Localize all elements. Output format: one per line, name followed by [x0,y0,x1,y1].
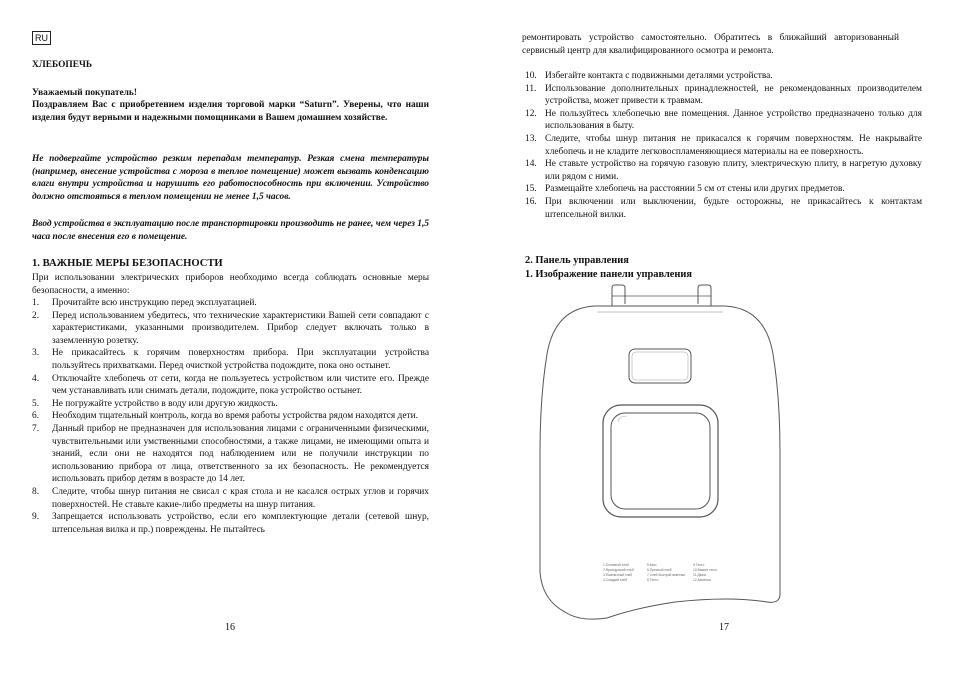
list-item-number: 16. [525,196,537,207]
list-item-number: 13. [525,133,537,144]
list-item-text: Прочитайте всю инструкцию перед эксплуатацией. [52,298,257,308]
display-window [629,349,691,383]
section-heading-control-panel: 2. Панель управления [525,255,629,266]
list-item-text: Избегайте контакта с подвижными деталями устройства. [545,71,773,81]
list-item [525,183,922,196]
legend-item: 5.Кекс [647,563,657,567]
congratulation-text: Поздравляем Вас с приобретением изделия торговой марки “Saturn”. Уверены, что наши изделия будут верными и надежными помощниками в Вашем домашнем хозяйстве. [32,100,429,123]
list-item [32,423,429,486]
list-item [32,398,429,411]
legend-item: 7.Хлеб быстрой выпечки [647,573,685,577]
control-panel-illustration [535,282,785,622]
list-item [525,108,922,133]
list-item [32,410,429,423]
program-legend [603,563,718,582]
list-item [525,70,922,83]
legend-item: 2.Французский хлеб [603,568,634,572]
page-right [477,0,954,675]
legend-item: 4.Сладкий хлеб [603,578,628,582]
list-item-text: Не прикасайтесь к горячим поверхностям прибора. При эксплуатации устройства пользуйтесь прихватками. Перед очисткой устройства подождите, пока оно остынет. [52,348,429,371]
list-item-number: 3. [32,348,40,359]
list-item-text: Следите, чтобы шнур питания не прикасался к горячим поверхностям. Не накрывайте хлебопечь и не кладите легковоспламеняющиеся материалы на ее поверхность. [545,133,922,157]
list-item-text: Данный прибор не предназначен для использования лицами с ограниченными физическими, чувствительными или умственными способностями, а также лицами, не имеющими опыта и знаний, если они не находятся под наблюдением или не получили инструкции по использованию прибора от лица, ответственного за их безопасность. Не рекомендуется использовать прибор детям в возрасте до 14 лет. [52,423,429,485]
safety-list [32,297,429,536]
list-item [32,310,429,348]
list-item-number: 5. [32,398,40,409]
list-item-text: Не ставьте устройство на горячую газовую плиту, электрическую плиту, в нагретую духовку или рядом с ними. [545,159,922,182]
list-item-text: Отключайте хлебопечь от сети, когда не пользуетесь устройством или чистите его. Прежде чем устанавливать или снимать детали, подождите, пока устройство остынет. [52,373,429,397]
list-item-text: Не пользуйтесь хлебопечью вне помещения. Данное устройство предназначено только для использования в быту. [545,108,922,132]
list-item-number: 9. [32,512,40,523]
page-number: 16 [225,622,235,633]
window-glare [618,416,627,422]
section-heading-safety: 1. ВАЖНЫЕ МЕРЫ БЕЗОПАСНОСТИ [32,258,223,269]
list-item-text: Необходим тщательный контроль, когда во время работы устройства рядом находятся дети. [52,411,418,422]
list-item-text: Размещайте хлебопечь на расстоянии 5 см от стены или других предметов. [545,184,845,195]
list-item [32,373,429,398]
legend-item: 9.Тесто [693,563,705,567]
display-window-inner [632,352,688,380]
transport-warning: Ввод устройства в эксплуатацию после транспортировки производить не ранее, чем через 1,5 часа после внесения его в помещение. [32,219,429,242]
list-item-text: Не погружайте устройство в воду или другую жидкость. [52,398,278,409]
subsection-heading-panel-image: 1. Изображение панели управления [525,269,693,280]
greeting: Уважаемый покупатель! [32,88,137,98]
list-item [32,511,429,536]
legend-item: 12.Выпечка [693,578,711,582]
list-item-number: 6. [32,411,40,422]
list-item-number: 7. [32,423,40,434]
list-item-text: Использование дополнительных принадлежностей, не рекомендованных производителем устройства, может привести к травмам. [545,83,922,107]
continuation-text: ремонтировать устройство самостоятельно. Обратитесь в ближайший авторизованный сервисный центр для квалифицированного осмотра и ремонта. [522,33,899,56]
legend-item: 10.Вязкое тесто [693,568,718,572]
safety-list-continued [525,70,922,221]
list-item-number: 2. [32,310,40,321]
legend-item: 1.Основной хлеб [603,563,630,567]
temperature-warning: Не подвергайте устройство резким перепадам температур. Резкая смена температуры (например, внесение устройства с мороза в теплое помещение) может вызвать конденсацию влаги внутри устройства и нарушить его работоспособность при включении. Устройство должно отстояться в теплом помещении не менее 1,5 часов. [32,154,429,202]
section-intro: При использовании электрических приборов необходимо всегда соблюдать основные меры безопасности, а именно: [32,273,429,296]
list-item [32,297,429,310]
list-item-number: 8. [32,486,40,497]
list-item-number: 11. [525,83,537,94]
list-item [32,486,429,511]
list-item [525,83,922,108]
language-tag: RU [32,31,51,45]
list-item-number: 12. [525,108,537,119]
list-item-number: 1. [32,298,40,308]
list-item-number: 14. [525,159,537,170]
list-item [525,196,922,221]
hinge-tab-right [698,285,711,306]
list-item-text: При включении или выключении, будьте осторожны, не прикасайтесь к контактам штепсельной вилки. [545,196,922,220]
list-item-number: 4. [32,373,40,384]
legend-item: 8.Тесто [647,578,659,582]
list-item-text: Следите, чтобы шнур питания не свисал с края стола и не касался острых углов и горячих поверхностей. Не ставьте какие-либо предметы на шнур питания. [52,486,429,510]
hinge-tab-left [612,285,625,306]
viewing-window-outer [603,405,718,517]
page-number: 17 [719,622,729,633]
list-item-text: Перед использованием убедитесь, что технические характеристики Вашей сети совпадают с характеристиками, указанными производителем. Прибор следует включать только в заземленную розетку. [52,310,429,346]
legend-item: 3.Пшеничный хлеб [603,573,633,577]
list-item-text: Запрещается использовать устройство, если его комплектующие детали (сетевой шнур, штепсельная вилка и пр.) повреждены. Не пытайтесь [52,512,429,535]
document-title: ХЛЕБОПЕЧЬ [32,60,93,70]
legend-item: 6.Пресный хлеб [647,568,672,572]
list-item [525,158,922,183]
list-item-number: 10. [525,71,537,81]
viewing-window-inner [611,413,710,509]
list-item-number: 15. [525,184,537,195]
list-item [525,133,922,158]
legend-item: 11.Джем [693,573,706,577]
list-item [32,347,429,372]
